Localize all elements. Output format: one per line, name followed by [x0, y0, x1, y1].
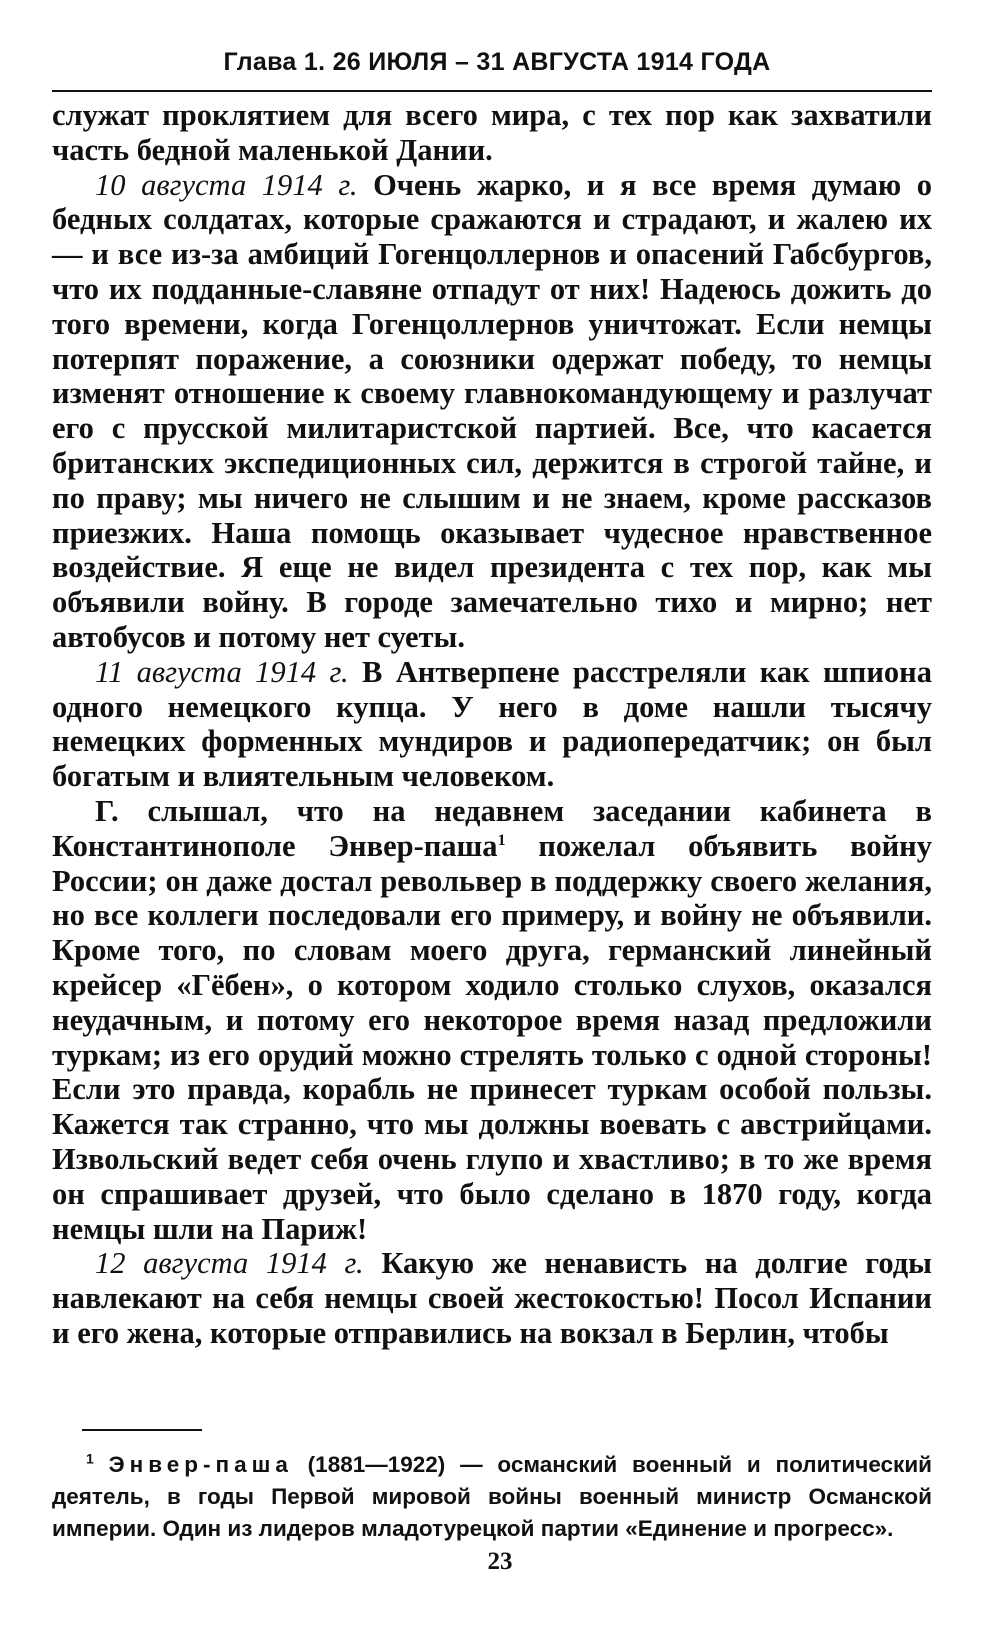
entry-text: В Антверпене расстреляли как шпиона одного немецкого купца. У него в доме нашли тысячу немецких форменных мундиров и радиопередатчик; он был богатым и влиятельным человеком.	[52, 654, 932, 794]
footnote-rule	[82, 1429, 202, 1431]
entry-text: Какую же ненависть на долгие годы навлекают на себя немцы своей жестокостью! Посол Испании и его жена, которые отправились на вокзал в Берлин, чтобы	[52, 1246, 932, 1350]
paragraph-enver-pasha	[52, 794, 932, 1246]
footnote-text: (1881—1922) — османский военный и политический деятель, в годы Первой мировой войны военный министр Османской империи. Один из лидеров младотурецкой партии «Единение и прогресс».	[52, 1451, 932, 1541]
footnote-reference[interactable]: 1	[497, 831, 506, 849]
book-page	[52, 40, 932, 1545]
diary-entry-aug-10	[52, 168, 932, 655]
paragraph-text: пожелал объявить войну России; он даже достал револьвер в поддержку своего желания, но все коллеги последовали его примеру, и войну не объявили. Кроме того, по словам моего друга, германский линейный крейсер «Гёбен», о котором ходило столько слухов, оказался неудачным, и потому его некоторое время назад предложили туркам; из его орудий можно стрелять только с одной стороны! Если это правда, корабль не принесет туркам особой пользы. Кажется так странно, что мы должны воевать с австрийцами. Извольский ведет себя очень глупо и хвастливо; в то же время он спрашивает друзей, что было сделано в 1870 году, когда немцы шли на Париж!	[52, 828, 932, 1246]
running-header: Глава 1. 26 ИЮЛЯ – 31 АВГУСТА 1914 ГОДА	[223, 48, 771, 76]
entry-text: Очень жарко, и я все время думаю о бедных солдатах, которые сражаются и страдают, и жалею их — и все из-за амбиций Гогенцоллернов и опасений Габсбургов, что их подданные-славяне отпадут от них! Надеюсь дожить до того времени, когда Гогенцоллернов уничтожат. Если немцы потерпят поражение, а союзники одержат победу, то немцы изменят отношение к своему главнокомандующему и разлучат его с прусской милитаристской партией. Все, что касается британских экспедиционных сил, держится в строгой тайне, и по праву; мы ничего не слышим и не знаем, кроме рассказов приезжих. Наша помощь оказывает чудесное нравственное воздействие. Я еще не видел президента с тех пор, как мы объявили войну. В городе замечательно тихо и мирно; нет автобусов и потому нет суеты.	[52, 167, 932, 654]
diary-entry-aug-12	[52, 1246, 932, 1350]
paragraph-continuation	[52, 98, 932, 168]
page-number: 23	[487, 1548, 513, 1575]
entry-date: 12 августа 1914 г.	[95, 1246, 364, 1281]
entry-date: 11 августа 1914 г.	[95, 654, 349, 689]
footnote-term: Энвер-паша	[108, 1451, 293, 1477]
paragraph-text: служат проклятием для всего мира, с тех пор как захватили часть бедной маленькой Дании.	[52, 98, 932, 167]
diary-entry-aug-11	[52, 655, 932, 794]
paragraph-text: Г. слышал, что на недавнем заседании кабинета в Константинополе Энвер-паша	[52, 793, 932, 863]
header-rule	[52, 90, 932, 92]
footnote-mark: 1	[86, 1450, 94, 1467]
footnote	[52, 1449, 932, 1545]
main-text	[52, 98, 932, 1351]
entry-date: 10 августа 1914 г.	[95, 167, 358, 202]
